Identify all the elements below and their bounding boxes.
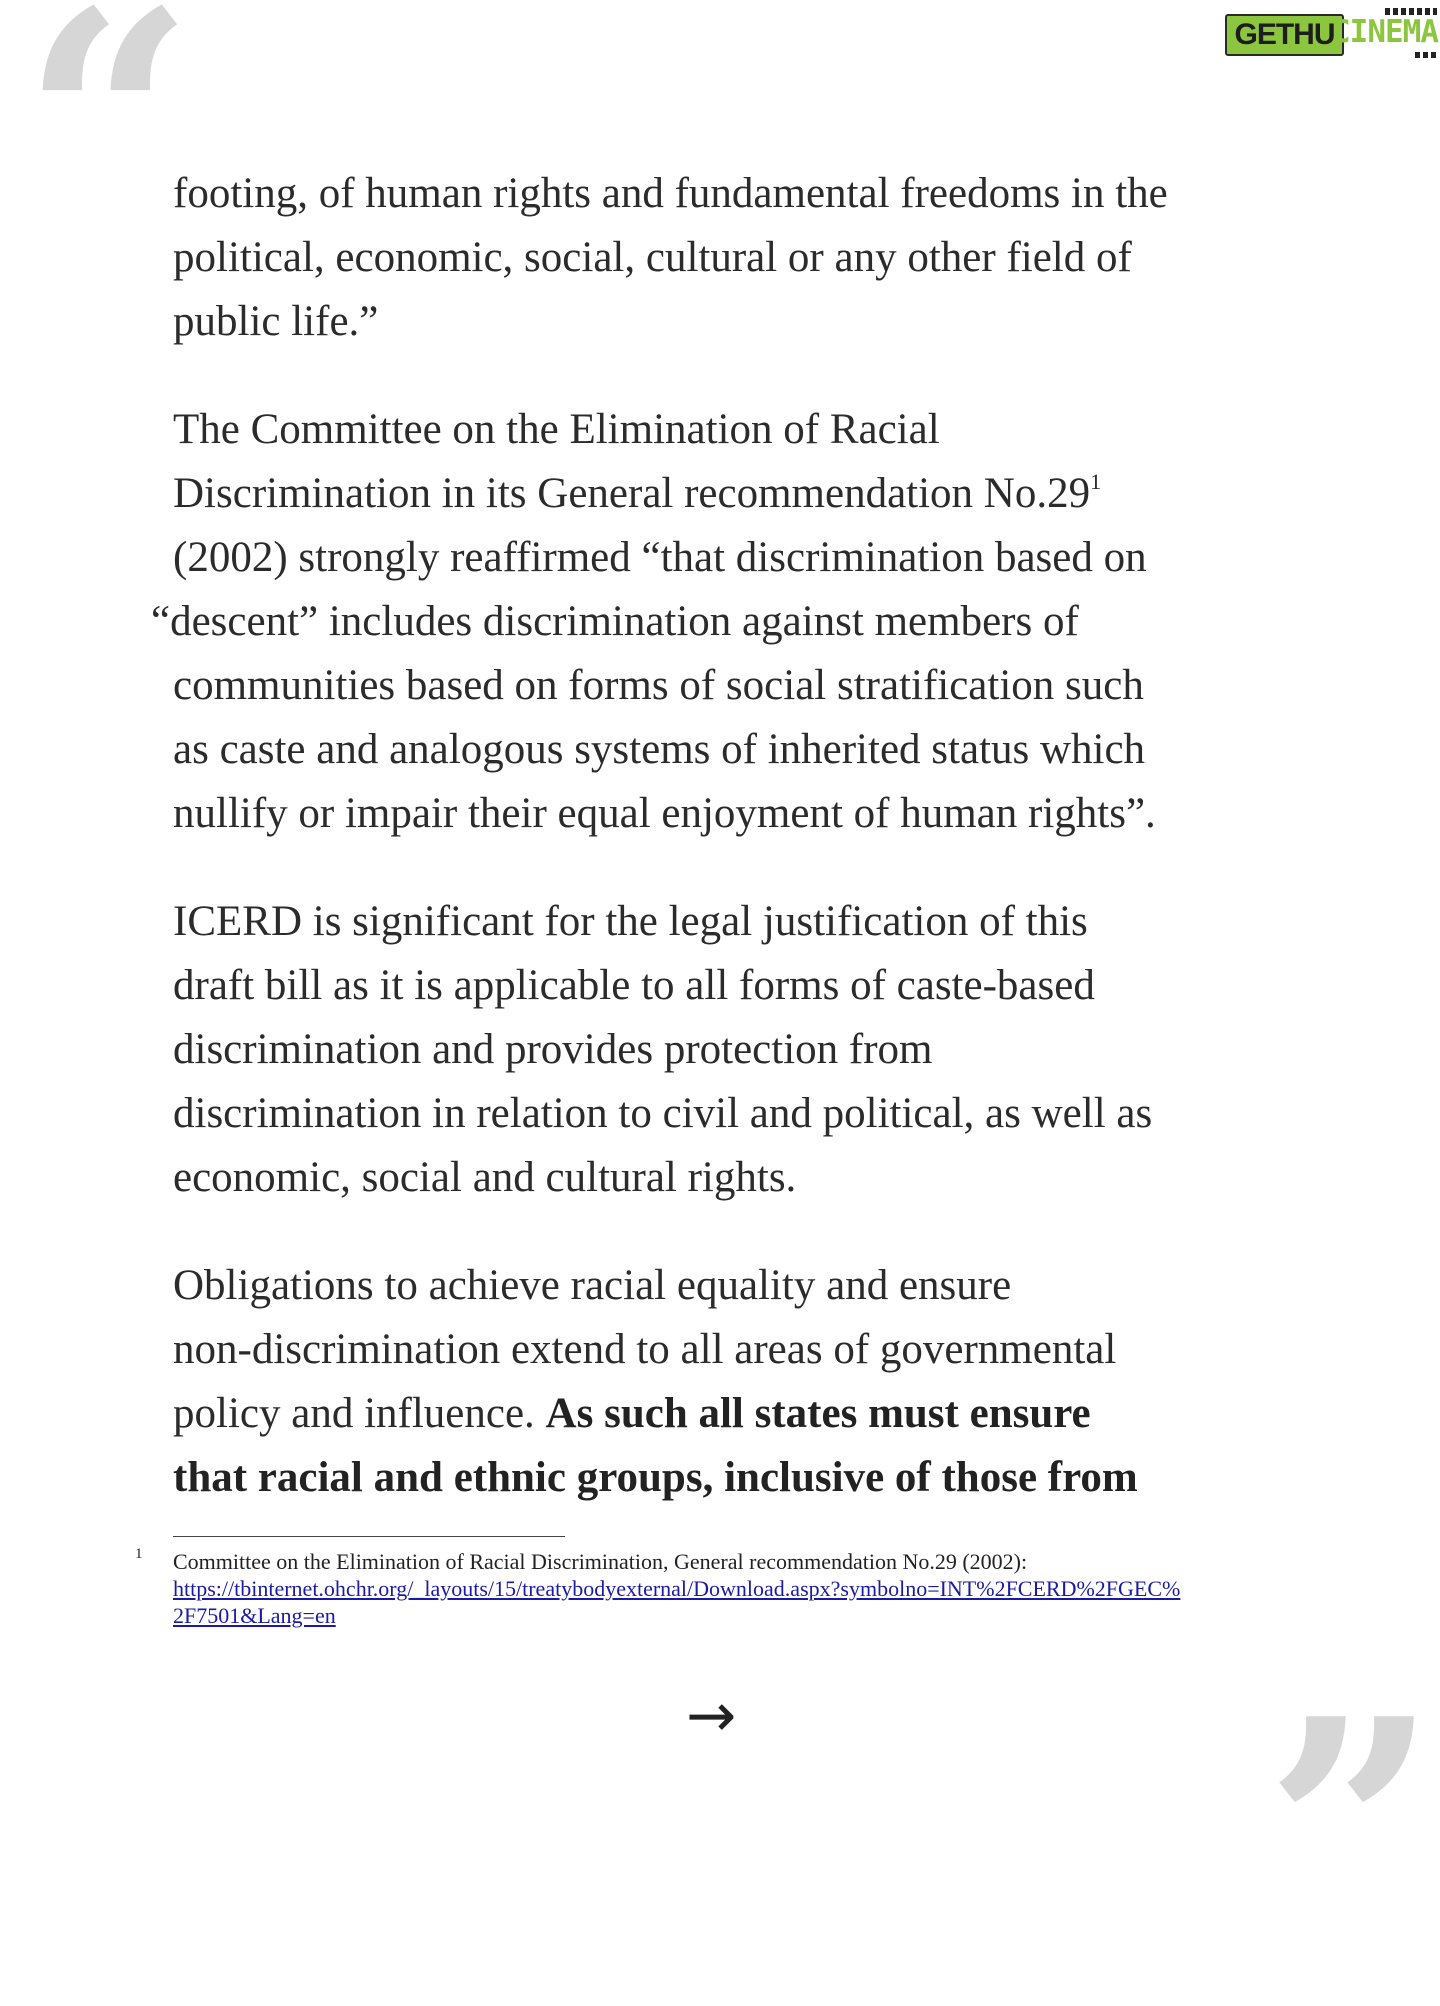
decorative-close-quote: ” [1265,1653,1438,2006]
decorative-open-quote: “ [22,0,195,298]
text-line: The Committee on the Elimination of Racial [173,406,940,453]
bold-text-line: that racial and ethnic groups, inclusive of those from [173,1454,1138,1501]
footnote-ref[interactable]: 1 [1090,469,1102,494]
text-line: “descent” includes discrimination against members of [151,598,1079,645]
text-line-with-footnote [173,462,1333,526]
text-line-mixed [173,1382,1333,1446]
footnote [173,1548,1313,1629]
paragraph-1 [173,162,1333,354]
text-line: political, economic, social, cultural or any other field of [173,234,1132,281]
text-line: Obligations to achieve racial equality and ensure [173,1262,1012,1309]
text-segment: policy and influence. [173,1390,546,1437]
paragraph-2 [151,398,1333,846]
text-line: communities based on forms of social stratification such [173,662,1144,709]
next-arrow-icon[interactable]: → [686,1681,737,1751]
film-strip-icon-bottom [1415,52,1437,58]
footnote-link-line-1[interactable]: https://tbinternet.ohchr.org/_layouts/15/treatybodyexternal/Download.aspx?symbolno=INT%2FCERD%2FGEC% [173,1576,1181,1601]
text-segment: Discrimination in its General recommendation No.29 [173,470,1091,517]
bold-text-segment: As such all states must ensure [545,1390,1091,1437]
logo-text-primary: GETHU [1225,14,1344,56]
text-line: non-discrimination extend to all areas of governmental [173,1326,1117,1373]
footnote-link-line-2[interactable]: 2F7501&Lang=en [173,1603,336,1628]
paragraph-3 [173,890,1333,1210]
footnote-text: Committee on the Elimination of Racial Discrimination, General recommendation No.29 (2002): [173,1549,1028,1574]
text-line: draft bill as it is applicable to all forms of caste-based [173,962,1095,1009]
text-line: discrimination in relation to civil and political, as well as [173,1090,1153,1137]
paragraph-4 [173,1254,1333,1510]
text-line: nullify or impair their equal enjoyment of human rights”. [173,790,1156,837]
text-line: (2002) strongly reaffirmed “that discrimination based on [173,534,1147,581]
text-line: public life.” [173,298,379,345]
text-line: footing, of human rights and fundamental freedoms in the [173,170,1168,217]
text-line: ICERD is significant for the legal justification of this [173,898,1088,945]
text-line: as caste and analogous systems of inherited status which [173,726,1146,773]
logo-text-secondary: CINEMA [1332,14,1438,50]
document-body [151,162,1333,1554]
footnote-divider [173,1536,565,1537]
text-line: economic, social and cultural rights. [173,1154,797,1201]
text-line: discrimination and provides protection from [173,1026,933,1073]
footnote-number: 1 [135,1546,143,1562]
gethu-cinema-logo [1220,8,1440,56]
